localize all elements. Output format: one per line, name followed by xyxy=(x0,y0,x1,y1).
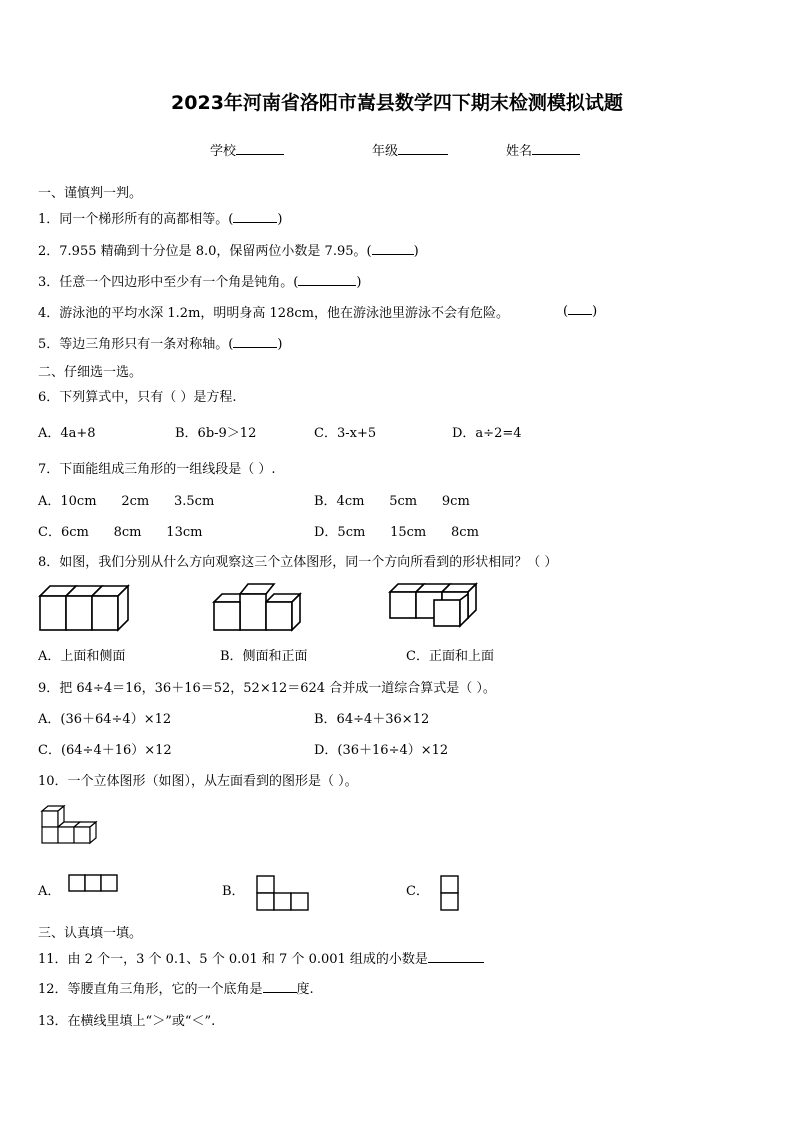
q10-option-b-shape xyxy=(256,875,312,913)
question-8: 8．如图，我们分别从什么方向观察这三个立体图形，同一个方向所看到的形状相同？（ ） xyxy=(38,555,558,570)
q6-option-a: A．4a+8 xyxy=(38,426,96,441)
name-label: 姓名 xyxy=(506,144,533,159)
q10-option-a: A． xyxy=(38,884,61,899)
grade-field xyxy=(372,140,448,159)
name-blank xyxy=(532,142,580,155)
school-field xyxy=(210,140,284,159)
question-5: 5．等边三角形只有一条对称轴。( ) xyxy=(38,337,283,352)
school-label: 学校 xyxy=(210,144,237,159)
question-3: 3．任意一个四边形中至少有一个角是钝角。( ) xyxy=(38,275,362,290)
q9-option-a: A．(36＋64÷4）×12 xyxy=(38,712,172,727)
q7-option-b: B．4cm 5cm 9cm xyxy=(314,494,470,509)
question-12: 12．等腰直角三角形，它的一个底角是 度. xyxy=(38,982,314,997)
question-2: 2．7.955 精确到十分位是 8.0，保留两位小数是 7.95。( ) xyxy=(38,244,419,259)
q7-option-c: C．6cm 8cm 13cm xyxy=(38,525,203,540)
question-4: 4．游泳池的平均水深 1.2m，明明身高 128cm，他在游泳池里游泳不会有危险。 xyxy=(38,306,509,321)
answer-blank xyxy=(263,980,297,993)
q10-option-c: C． xyxy=(406,884,429,899)
q9-option-b: B．64÷4＋36×12 xyxy=(314,712,430,727)
question-4-answer: ( ) xyxy=(563,304,598,319)
question-6: 6．下列算式中，只有（ ）是方程. xyxy=(38,390,237,405)
answer-blank xyxy=(568,302,592,315)
question-10: 10．一个立体图形（如图），从左面看到的图形是（ ）。 xyxy=(38,774,358,789)
q10-option-a-shape xyxy=(68,874,120,894)
q10-solid-figure xyxy=(38,803,103,848)
section-heading-3: 三、认真填一填。 xyxy=(38,926,143,941)
answer-blank xyxy=(428,950,484,963)
school-blank xyxy=(236,142,284,155)
answer-blank xyxy=(298,273,356,286)
q10-option-c-shape xyxy=(440,875,462,913)
q9-option-c: C．(64÷4＋16）×12 xyxy=(38,743,172,758)
q8-figure-3 xyxy=(388,580,483,630)
q6-option-b: B．6b-9＞12 xyxy=(175,426,257,441)
name-field xyxy=(506,140,580,159)
question-9: 9．把 64÷4＝16，36＋16＝52，52×12＝624 合并成一道综合算式是（ ）。 xyxy=(38,681,496,696)
q7-option-a: A．10cm 2cm 3.5cm xyxy=(38,494,215,509)
q6-option-c: C．3-x+5 xyxy=(314,426,377,441)
q7-option-d: D．5cm 15cm 8cm xyxy=(314,525,479,540)
q10-option-b: B． xyxy=(222,884,245,899)
answer-blank xyxy=(372,242,414,255)
q8-option-c: C．正面和上面 xyxy=(406,649,494,664)
grade-label: 年级 xyxy=(372,144,399,159)
question-7: 7．下面能组成三角形的一组线段是（ ）. xyxy=(38,462,276,477)
q8-figure-2 xyxy=(210,580,305,635)
answer-blank xyxy=(233,210,277,223)
answer-blank xyxy=(233,335,277,348)
question-1: 1．同一个梯形所有的高都相等。( ) xyxy=(38,212,283,227)
q8-option-a: A．上面和侧面 xyxy=(38,649,126,664)
grade-blank xyxy=(398,142,448,155)
q6-option-d: D．a÷2=4 xyxy=(452,426,522,441)
q9-option-d: D．(36＋16÷4）×12 xyxy=(314,743,449,758)
page-title: 2023年河南省洛阳市嵩县数学四下期末检测模拟试题 xyxy=(171,92,623,114)
question-13: 13．在横线里填上“＞”或“＜”. xyxy=(38,1014,216,1029)
section-heading-2: 二、仔细选一选。 xyxy=(38,365,143,380)
q8-figure-1 xyxy=(38,580,133,635)
question-11: 11．由 2 个一，3 个 0.1、5 个 0.01 和 7 个 0.001 组成的小数是 xyxy=(38,948,484,967)
q8-option-b: B．侧面和正面 xyxy=(220,649,308,664)
section-heading-1: 一、谨慎判一判。 xyxy=(38,186,143,201)
